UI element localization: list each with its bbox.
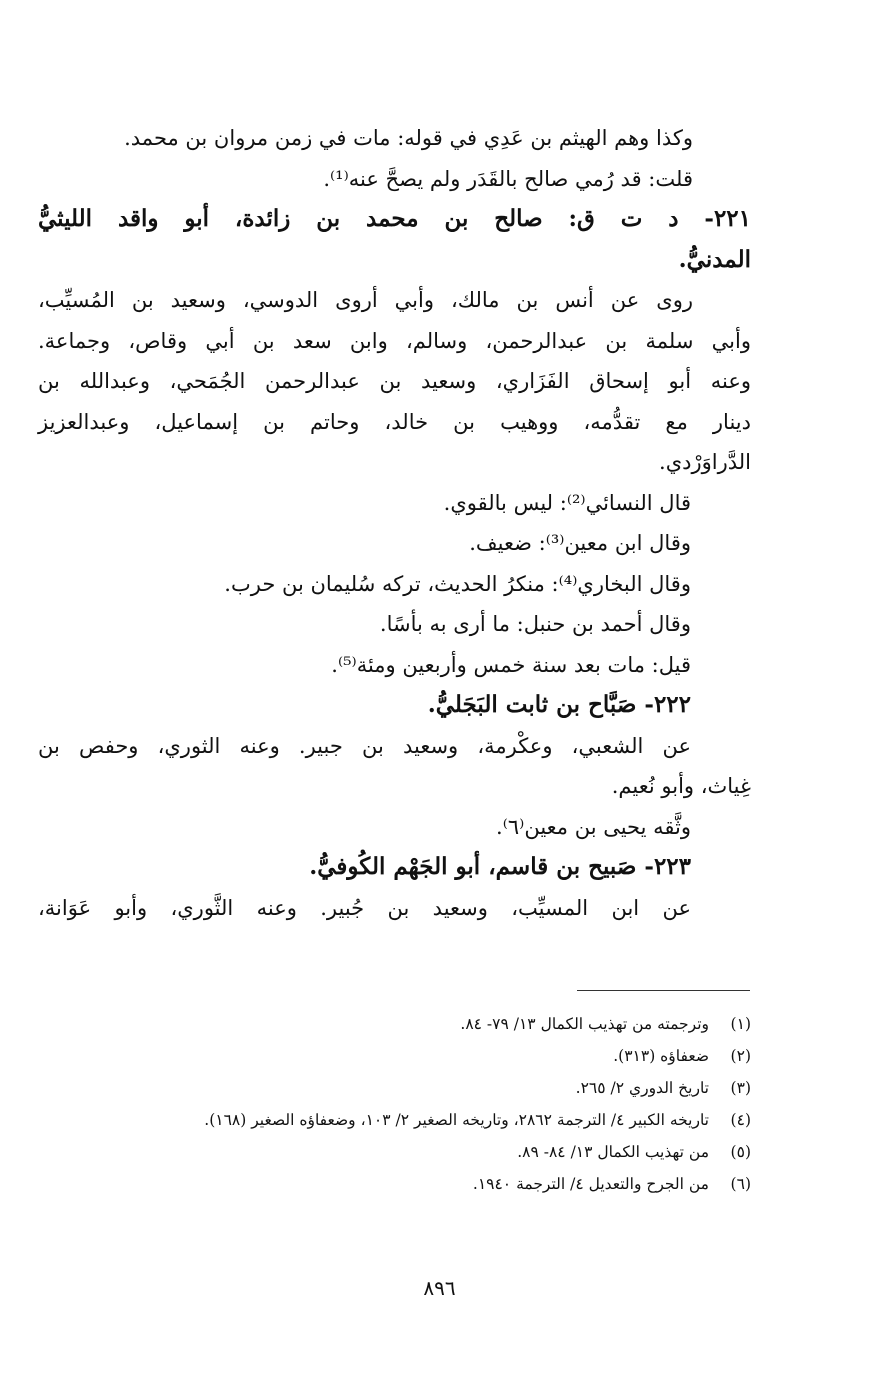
entry-heading-221: ٢٢١- د ت ق: صالح بن محمد بن زائدة، أبو واقد الليثيُّ — [38, 205, 751, 232]
footnote-number: (٦) — [730, 1175, 751, 1193]
footnote — [38, 1008, 751, 1040]
footnote — [38, 1104, 751, 1136]
footnote — [38, 1072, 751, 1104]
text-line: وأبي سلمة بن عبدالرحمن، وسالم، وابن سعد بن أبي وقاص، وجماعة. — [38, 328, 751, 353]
page-number: ٨٩٦ — [423, 1276, 456, 1300]
text-line: وكذا وهم الهيثم بن عَدِي في قوله: مات في زمن مروان بن محمد. — [124, 126, 693, 150]
text-line: قيل: مات بعد سنة خمس وأربعين ومئة⁽⁵⁾. — [331, 652, 691, 677]
footnote-separator — [577, 990, 750, 991]
footnote-number: (١) — [730, 1015, 751, 1033]
text-line: وثَّقه يحيى بن معين⁽٦⁾. — [496, 814, 691, 839]
footnote-text: ضعفاؤه (٣١٣). — [613, 1047, 709, 1065]
footnote-text: من تهذيب الكمال ١٣/ ٨٤- ٨٩. — [517, 1143, 709, 1161]
entry-heading-221-cont: المدنيُّ. — [678, 245, 751, 273]
footnote-number: (٢) — [730, 1047, 751, 1065]
footnote-number: (٣) — [730, 1079, 751, 1097]
text-line: قلت: قد رُمي صالح بالقَدَر ولم يصحَّ عنه⁽¹⁾. — [323, 166, 693, 191]
text-line: عن الشعبي، وعكْرمة، وسعيد بن جبير. وعنه الثوري، وحفص بن — [38, 733, 691, 758]
footnotes — [38, 1008, 751, 1200]
text-line: غِياث، وأبو نُعيم. — [611, 774, 751, 798]
text-line: دينار مع تقدُّمه، ووهيب بن خالد، وحاتم بن إسماعيل، وعبدالعزيز — [38, 409, 751, 434]
text-line: الدَّراوَرْدي. — [659, 450, 751, 474]
footnote-number: (٤) — [730, 1111, 751, 1129]
footnote — [38, 1168, 751, 1200]
entry-heading-223: ٢٢٣- صَبيح بن قاسم، أبو الجَهْم الكُوفيُّ. — [309, 853, 691, 880]
text-line: روى عن أنس بن مالك، وأبي أروى الدوسي، وسعيد بن المُسيِّب، — [38, 288, 693, 312]
text-line: عن ابن المسيِّب، وسعيد بن جُبير. وعنه الثَّوري، وأبو عَوَانة، — [38, 895, 691, 920]
main-text — [38, 118, 751, 928]
footnote-text: تاريخه الكبير ٤/ الترجمة ٢٨٦٢، وتاريخه الصغير ٢/ ١٠٣، وضعفاؤه الصغير (١٦٨). — [204, 1111, 709, 1129]
entry-heading-222: ٢٢٢- صَبَّاح بن ثابت البَجَليُّ. — [427, 691, 691, 718]
footnote-number: (٥) — [730, 1143, 751, 1161]
footnote-text: وترجمته من تهذيب الكمال ١٣/ ٧٩- ٨٤. — [460, 1015, 709, 1033]
text-line: وقال ابن معين⁽³⁾: ضعيف. — [469, 531, 691, 555]
footnote — [38, 1136, 751, 1168]
footnote-text: تاريخ الدوري ٢/ ٢٦٥. — [575, 1079, 709, 1097]
text-line: وعنه أبو إسحاق الفَزَاري، وسعيد بن عبدالرحمن الجُمَحي، وعبدالله بن — [38, 369, 751, 393]
footnote — [38, 1040, 751, 1072]
text-line: قال النسائي⁽²⁾: ليس بالقوي. — [443, 490, 691, 515]
text-line: وقال أحمد بن حنبل: ما أرى به بأسًا. — [379, 612, 691, 636]
text-line: وقال البخاري⁽⁴⁾: منكرُ الحديث، تركه سُليمان بن حرب. — [224, 571, 691, 596]
footnote-text: من الجرح والتعديل ٤/ الترجمة ١٩٤٠. — [472, 1175, 709, 1193]
